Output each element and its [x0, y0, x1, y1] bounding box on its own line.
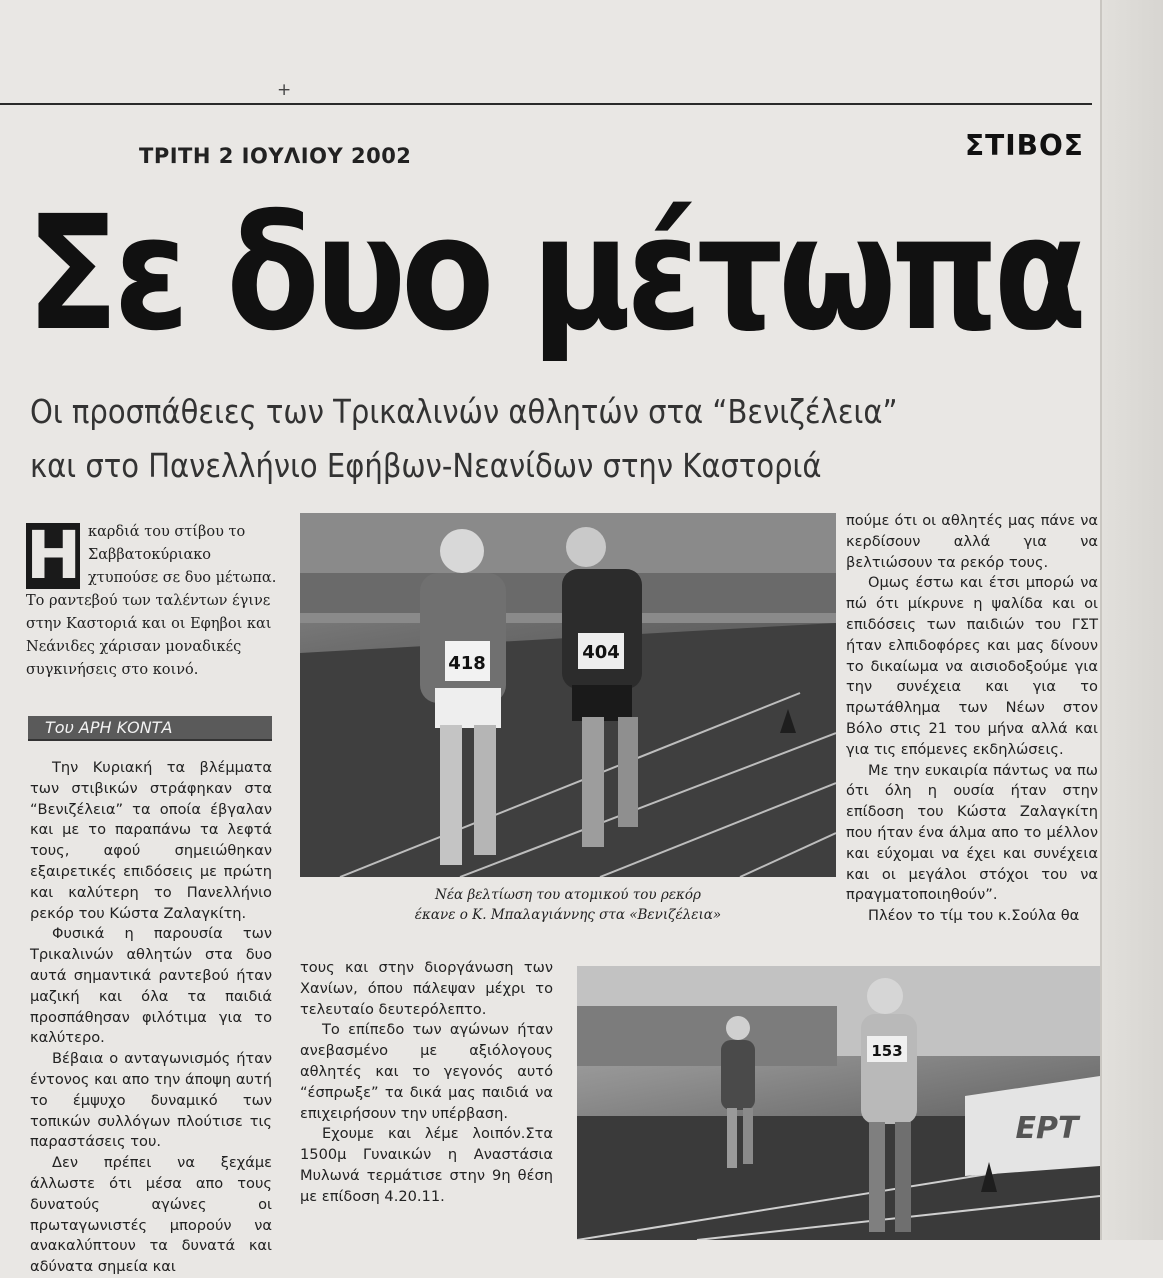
column-3	[846, 511, 1098, 927]
lede-paragraph	[26, 517, 278, 682]
bib-404: 404	[582, 642, 620, 663]
column-2	[300, 958, 553, 1208]
page-fold	[1100, 0, 1102, 1240]
paragraph: Ομως έστω και έτσι μπορώ να πώ ότι μίκρυνε η ψαλίδα και οι επιδόσεις των παιδιών του ΓΣΤ ήταν ελπιδοφόρες και μας δίνουν το δικαίωμα να αισιοδοξούμε για την συνέχεια και για το πρωτάθλημα των Νέων στον Βόλο στις 21 του μήνα αλλά και για τις επόμενες εκδηλώσεις.	[846, 574, 1098, 758]
bib-418: 418	[448, 653, 486, 674]
paragraph: πούμε ότι οι αθλητές μας πάνε να κερδίσουν αλλά για να βελτιώσουν τα ρεκόρ τους.	[846, 512, 1098, 571]
section-title: ΣΤΙΒΟΣ	[965, 129, 1084, 162]
banner-text: ΕΡΤ	[1015, 1111, 1079, 1146]
paragraph: Πλέον το τίμ του κ.Σούλα θα	[868, 907, 1080, 925]
lede-text: καρδιά του στίβου το Σαββατοκύριακο χτυπούσε σε δυο μέτωπα. Το ραντεβού των ταλέντων έγινε στην Καστοριά και οι Εφηβοι και Νεάνιδες χάρισαν μοναδικές συγκινήσεις στο κοινό.	[26, 524, 277, 678]
bib-153: 153	[871, 1042, 903, 1060]
paragraph: Βέβαια ο ανταγωνισμός ήταν έντονος και απο την άποψη αυτή το έμψυχο δυναμικό των τοπικών συλλόγων πλούτισε τις παραστάσεις του.	[30, 1050, 272, 1151]
drop-cap: Η	[26, 517, 82, 594]
subheadline-line-1: Οι προσπάθειες των Τρικαλινών αθλητών στα “Βενιζέλεια”	[30, 392, 898, 431]
issue-date: ΤΡΙΤΗ 2 ΙΟΥΛΙΟΥ 2002	[139, 144, 412, 168]
paragraph: Δεν πρέπει να ξεχάμε άλλωστε ότι μέσα απο τους δυνατούς αγώνες οι πρωταγωνιστές μπορούν να ανακαλύπτουν τα δυνατά και αδύνατα σημεία και	[30, 1154, 272, 1276]
race-photo-1-illustration	[300, 513, 836, 877]
header-rule	[0, 103, 1092, 105]
paragraph: Με την ευκαιρία πάντως να πω ότι όλη η ουσία ήταν στην επίδοση του Κώστα Ζαλαγκίτη που ήταν ένα άλμα απο το μέλλον και εύχομαι να έχει και συνέχεια και οι μεγάλοι στόχοι του να πραγματοποιηθούν”.	[846, 761, 1098, 904]
race-photo-1	[300, 513, 836, 877]
registration-mark: +	[277, 80, 292, 100]
subheadline-line-2: και στο Πανελλήνιο Εφήβων-Νεανίδων στην Καστοριά	[30, 446, 822, 485]
column-1	[30, 758, 272, 1278]
paragraph: Την Κυριακή τα βλέμματα των στιβικών στράφηκαν στα “Βενιζέλεια” τα οποία έβγαλαν και με το παραπάνω τα λεφτά τους, αφού σημειώθηκαν εξαιρετικές επιδόσεις με πρώτη και καλύτερη το Πανελλήνιο ρεκόρ του Κώστα Ζαλαγκίτη.	[30, 759, 272, 922]
photo-1-caption-line-2: έκανε ο Κ. Μπαλαγιάννης στα «Βενιζέλεια»	[414, 907, 722, 923]
paragraph: Το επίπεδο των αγώνων ήταν ανεβασμένο με αξιόλογους αθλητές και το γεγονός αυτό “έσπρωξε” τα δικά μας παιδιά να επιχειρήσουν την υπέρβαση.	[300, 1021, 553, 1122]
paragraph: Φυσικά η παρουσία των Τρικαλινών αθλητών στα δυο αυτά σημαντικά ραντεβού ήταν μαζική και όλα τα παιδιά προσπάθησαν φιλότιμα για το καλύτερο.	[30, 925, 272, 1047]
headline: Σε δυο μέτωπα	[26, 182, 1082, 366]
paragraph: Εχουμε και λέμε λοιπόν.Στα 1500μ Γυναικών η Αναστάσια Μυλωνά τερμάτισε στην 9η θέση με επίδοση 4.20.11.	[300, 1125, 553, 1205]
adjacent-page-edge	[1100, 0, 1163, 1240]
race-photo-2-illustration	[577, 966, 1100, 1240]
paragraph: τους και στην διοργάνωση των Χανίων, όπου πάλεψαν μέχρι το τελευταίο δευτερόλεπτο.	[300, 959, 553, 1018]
photo-1-caption-line-1: Νέα βελτίωση του ατομικού του ρεκόρ	[435, 887, 701, 903]
race-photo-2	[577, 966, 1100, 1240]
byline: Του ΑΡΗ ΚΟΝΤΑ	[45, 718, 173, 737]
